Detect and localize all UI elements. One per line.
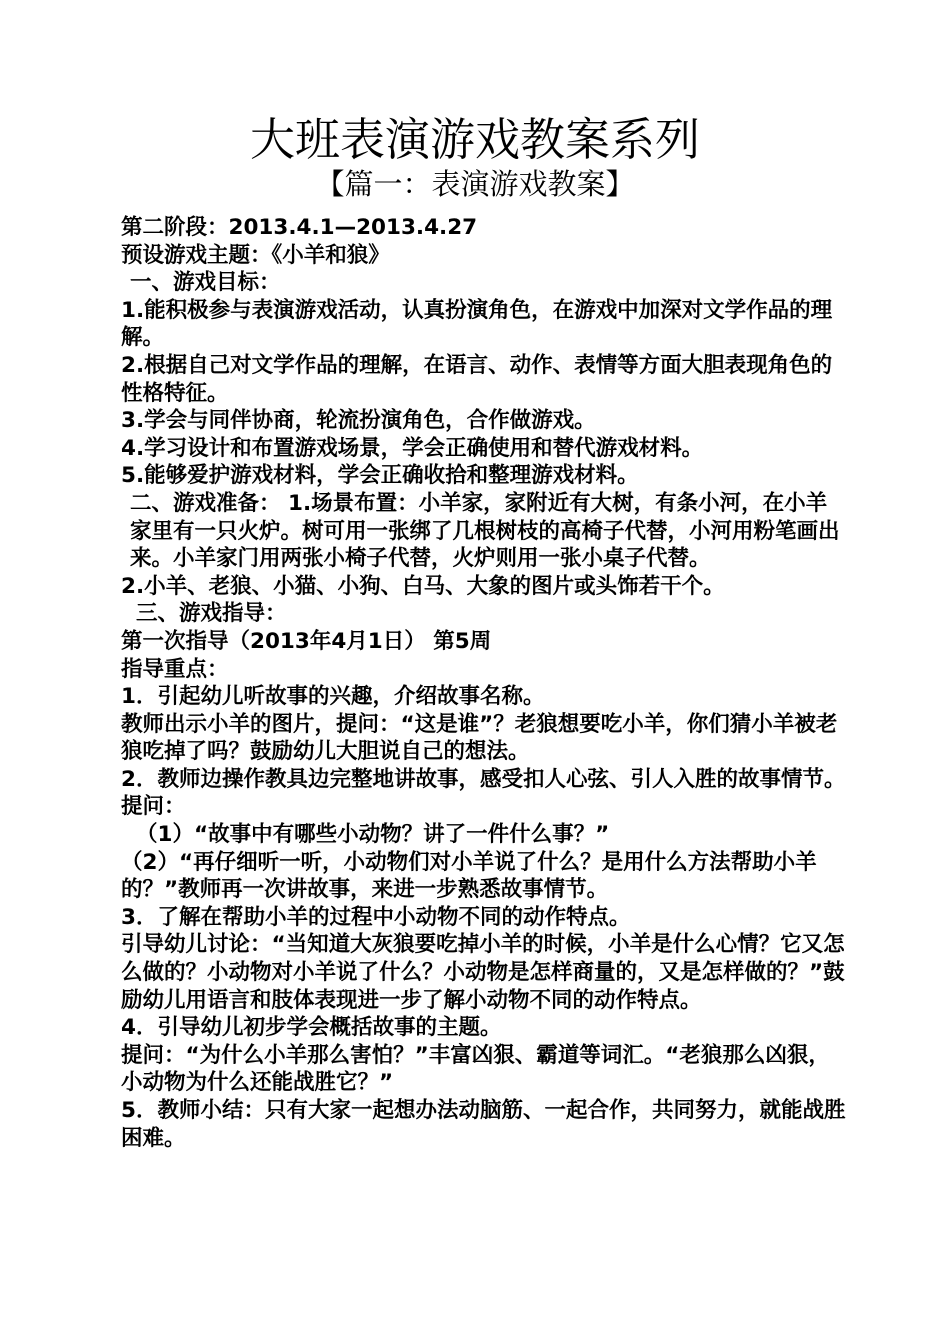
paragraph: 3.学会与同伴协商，轮流扮演角色，合作做游戏。 — [121, 408, 596, 434]
paragraph: 5.能够爱护游戏材料，学会正确收拾和整理游戏材料。 — [121, 463, 639, 489]
paragraph: 4.学习设计和布置游戏场景，学会正确使用和替代游戏材料。 — [121, 435, 704, 461]
section-heading: 三、游戏指导： — [136, 601, 287, 627]
document-title: 大班表演游戏教案系列 — [249, 113, 700, 166]
paragraph: （2）“再仔细听一听，小动物们对小羊说了什么？是用什么方法帮助小羊的？”教师再一次讲故事，来进一步熟悉故事情节。 — [121, 849, 817, 903]
document-body — [116, 214, 846, 1152]
paragraph: 教师出示小羊的图片，提问：“这是谁”？老狼想要吃小羊，你们猜小羊被老狼吃掉了吗？鼓励幼儿大胆说自己的想法。 — [121, 711, 838, 765]
paragraph: 第二阶段：2013.4.1—2013.4.27 — [121, 215, 478, 240]
paragraph: 引导幼儿讨论：“当知道大灰狼要吃掉小羊的时候，小羊是什么心情？它又怎么做的？小动物对小羊说了什么？小动物是怎样商量的，又是怎样做的？”鼓励幼儿用语言和肢体表现进一步了解小动物不同的动作特点。 — [121, 932, 845, 1013]
paragraph: （1）“故事中有哪些小动物？讲了一件什么事？” — [136, 822, 610, 848]
paragraph: 预设游戏主题：《小羊和狼》 — [121, 242, 390, 268]
paragraph: 3．了解在帮助小羊的过程中小动物不同的动作特点。 — [121, 904, 631, 930]
section-heading: 二、游戏准备： 1.场景布置：小羊家，家附近有大树，有条小河，在小羊家里有一只火炉。树可用一张绑了几根树枝的高椅子代替，小河用粉笔画出来。小羊家门用两张小椅子代替，火炉则用一张小桌子代替。 — [130, 490, 840, 572]
paragraph: 提问：“为什么小羊那么害怕？”丰富凶狠、霸道等词汇。“老狼那么凶狠，小动物为什么还能战胜它？” — [121, 1042, 830, 1096]
paragraph: 5．教师小结：只有大家一起想办法动脑筋、一起合作，共同努力，就能战胜困难。 — [121, 1098, 846, 1151]
paragraph: 2．教师边操作教具边完整地讲故事，感受扣人心弦、引人入胜的故事情节。 提问： — [121, 766, 846, 820]
section-heading: 一、游戏目标： — [130, 270, 281, 296]
paragraph: 2.小羊、老狼、小猫、小狗、白马、大象的图片或头饰若干个。 — [121, 573, 725, 599]
paragraph: 2.根据自己对文学作品的理解，在语言、动作、表情等方面大胆表现角色的性格特征。 — [121, 352, 833, 406]
paragraph: 4．引导幼儿初步学会概括故事的主题。 — [121, 1015, 502, 1041]
paragraph: 第一次指导（2013年4月1日） 第5周 — [121, 628, 492, 654]
paragraph: 指导重点： — [121, 656, 229, 682]
paragraph: 1．引起幼儿听故事的兴趣，介绍故事名称。 — [121, 684, 545, 710]
paragraph: 1.能积极参与表演游戏活动，认真扮演角色，在游戏中加深对文学作品的理解。 — [121, 297, 833, 351]
document-subtitle: 【篇一：表演游戏教案】 — [315, 167, 635, 201]
